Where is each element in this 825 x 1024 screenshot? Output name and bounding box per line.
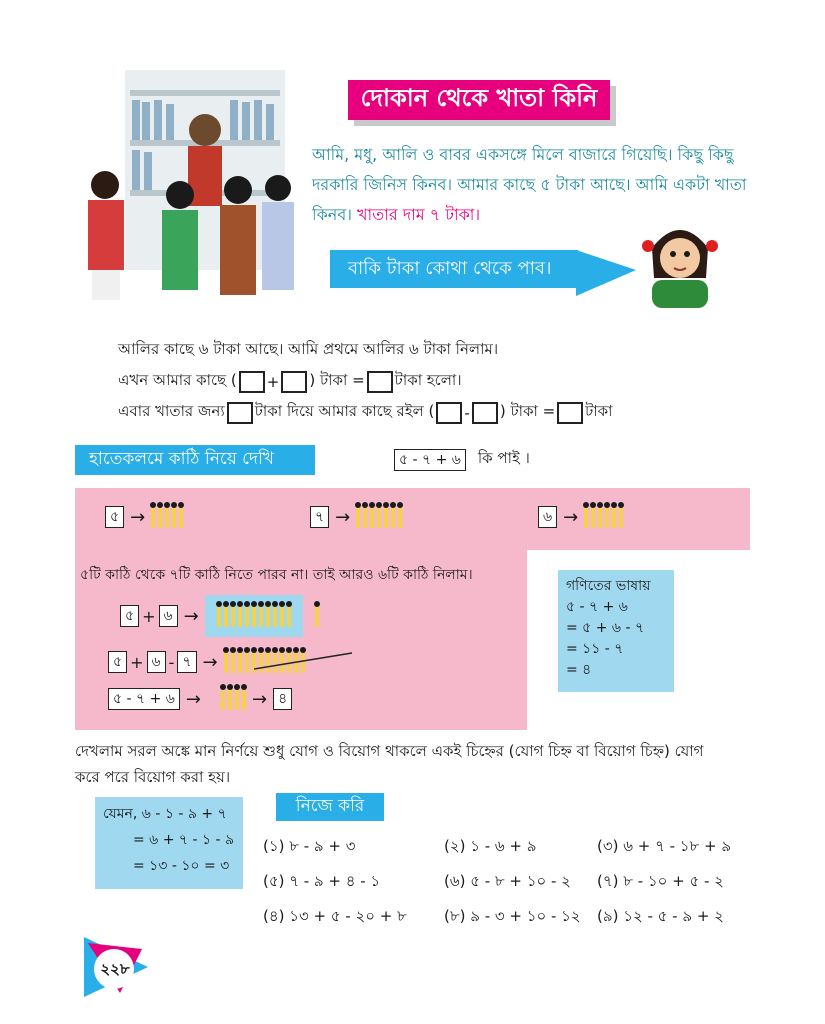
exercise-5: (৫) ৭ - ৯ + ৪ - ১ bbox=[263, 872, 381, 890]
expression-suffix: কি পাই । bbox=[477, 449, 530, 467]
cross-out-line bbox=[254, 647, 354, 677]
stick-group-1 bbox=[105, 506, 183, 528]
rule-line-1: দেখলাম সরল অঙ্কে মান নির্ণয়ে শুধু যোগ ও বিয়োগ থাকলে একই চিহ্নের (যোগ চিহ্ন বা বিয়োগ চিহ্ন) যোগ bbox=[75, 742, 704, 760]
minus-sign: - bbox=[168, 652, 175, 672]
math-language-heading: গণিতের ভাষায় bbox=[566, 578, 651, 594]
sticks bbox=[217, 605, 291, 627]
matchstick bbox=[158, 506, 162, 528]
line2-middle: ) টাকা = bbox=[309, 371, 365, 389]
matchstick bbox=[151, 506, 155, 528]
matchstick bbox=[598, 506, 602, 528]
matchstick bbox=[245, 651, 249, 673]
matchstick bbox=[259, 605, 263, 627]
answer-box[interactable] bbox=[557, 402, 583, 424]
stick-group-3 bbox=[538, 506, 623, 528]
arrow-icon: → bbox=[335, 506, 351, 528]
math-line: = ৫ + ৬ - ৭ bbox=[566, 620, 645, 636]
matchstick bbox=[280, 605, 284, 627]
matchstick bbox=[228, 688, 232, 710]
matchstick bbox=[605, 506, 609, 528]
answer-box[interactable] bbox=[281, 371, 307, 393]
statement-line-1: আলির কাছে ৬ টাকা আছে। আমি প্রথমে আলির ৬ টাকা নিলাম। bbox=[118, 340, 499, 358]
arrow-icon: → bbox=[563, 506, 579, 528]
stick-group-2 bbox=[310, 506, 402, 528]
stick-note: ৫টি কাঠি থেকে ৭টি কাঠি নিতে পারব না। তাই আরও ৬টি কাঠি নিলাম। bbox=[80, 567, 473, 583]
stick-count-label: ৬ bbox=[538, 506, 557, 528]
matchstick bbox=[252, 605, 256, 627]
arrow-icon: → bbox=[183, 605, 199, 627]
page-number: ২২৮ bbox=[100, 960, 130, 978]
matchstick bbox=[224, 651, 228, 673]
step-number: ৬ bbox=[159, 605, 178, 627]
matchstick bbox=[238, 651, 242, 673]
matchstick bbox=[179, 506, 183, 528]
example-line: = ১৩ - ১০ = ৩ bbox=[133, 858, 230, 874]
line3-suffix: টাকা bbox=[585, 402, 613, 420]
matchstick bbox=[287, 605, 291, 627]
speech-bubble-tail bbox=[576, 250, 636, 296]
matchstick bbox=[231, 651, 235, 673]
matchstick bbox=[619, 506, 623, 528]
intro-price: খাতার দাম ৭ টাকা। bbox=[357, 205, 481, 224]
line3-middle: টাকা দিয়ে আমার কাছে রইল ( bbox=[254, 402, 435, 420]
arrow-icon: → bbox=[202, 651, 218, 673]
arrow-icon: → bbox=[251, 688, 268, 710]
line3-middle-2: ) টাকা = bbox=[499, 402, 556, 420]
sticks bbox=[584, 506, 623, 528]
section-heading-hands-on: হাতেকলমে কাঠি নিয়ে দেখি bbox=[75, 445, 315, 475]
practice-heading: নিজে করি bbox=[276, 793, 384, 821]
exercise-2: (২) ১ - ৬ + ৯ bbox=[444, 837, 537, 855]
matchstick bbox=[235, 688, 239, 710]
matchstick bbox=[384, 506, 388, 528]
step-2 bbox=[108, 651, 305, 673]
answer-box[interactable] bbox=[239, 371, 265, 393]
expression-box: ৫ - ৭ + ৬ bbox=[394, 449, 466, 471]
example-box bbox=[95, 797, 243, 889]
answer-box[interactable] bbox=[436, 402, 462, 424]
stick-count-label: ৭ bbox=[310, 506, 329, 528]
matchstick bbox=[370, 506, 374, 528]
intro-line-3a: কিনব। bbox=[312, 205, 352, 224]
page-title: দোকান থেকে খাতা কিনি bbox=[348, 80, 610, 120]
matchstick bbox=[612, 506, 616, 528]
intro-line-1: আমি, মধু, আলি ও বাবর একসঙ্গে মিলে বাজারে গিয়েছি। কিছু কিছু bbox=[312, 145, 734, 164]
plus-sign: + bbox=[130, 652, 144, 672]
rule-paragraph bbox=[75, 738, 765, 790]
minus-sign: - bbox=[464, 403, 470, 422]
math-line: = ৪ bbox=[566, 662, 592, 678]
statement-line-2 bbox=[118, 369, 462, 394]
line2-prefix: এখন আমার কাছে ( bbox=[118, 371, 237, 389]
line2-suffix: টাকা হলো। bbox=[394, 371, 462, 389]
step-1 bbox=[120, 595, 319, 637]
answer-box[interactable] bbox=[227, 402, 253, 424]
intro-paragraph bbox=[312, 140, 752, 230]
intro-line-2: দরকারি জিনিস কিনব। আমার কাছে ৫ টাকা আছে। আমি একটা খাতা bbox=[312, 175, 747, 194]
matchstick bbox=[221, 688, 225, 710]
exercise-4: (৪) ১৩ + ৫ - ২০ + ৮ bbox=[263, 907, 407, 925]
answer-box[interactable] bbox=[472, 402, 498, 424]
matchstick bbox=[224, 605, 228, 627]
answer-box[interactable] bbox=[367, 371, 393, 393]
matchstick bbox=[356, 506, 360, 528]
sticks bbox=[356, 506, 402, 528]
exercise-6: (৬) ৫ - ৮ + ১০ - ২ bbox=[444, 872, 571, 890]
matchstick bbox=[398, 506, 402, 528]
matchstick bbox=[377, 506, 381, 528]
step-3 bbox=[108, 688, 292, 710]
exercise-3: (৩) ৬ + ৭ - ১৮ + ৯ bbox=[597, 837, 732, 855]
matchstick bbox=[165, 506, 169, 528]
arrow-icon: → bbox=[130, 506, 146, 528]
step-number: ৫ bbox=[108, 651, 127, 673]
matchstick bbox=[584, 506, 588, 528]
matchstick bbox=[172, 506, 176, 528]
example-line: = ৬ + ৭ - ১ - ৯ bbox=[133, 832, 235, 848]
matchstick bbox=[363, 506, 367, 528]
plus-sign: + bbox=[142, 606, 156, 626]
matchstick bbox=[245, 605, 249, 627]
sticks bbox=[151, 506, 183, 528]
math-line: ৫ - ৭ + ৬ bbox=[566, 599, 628, 615]
shop-scene-illustration bbox=[70, 70, 310, 330]
matchstick bbox=[242, 688, 246, 710]
matchstick bbox=[238, 605, 242, 627]
matchstick bbox=[217, 605, 221, 627]
arrow-icon: → bbox=[185, 688, 201, 710]
step-expression: ৫ - ৭ + ৬ bbox=[108, 688, 180, 710]
line3-prefix: এবার খাতার জন্য bbox=[118, 402, 225, 420]
step-number: ৫ bbox=[120, 605, 139, 627]
math-line: = ১১ - ৭ bbox=[566, 641, 624, 657]
exercise-7: (৭) ৮ - ১০ + ৫ - ২ bbox=[597, 872, 724, 890]
exercise-9: (৯) ১২ - ৫ - ৯ + ২ bbox=[597, 907, 724, 925]
sticks bbox=[221, 688, 246, 710]
sticks bbox=[315, 605, 319, 627]
expression-question bbox=[394, 447, 530, 472]
exercise-1: (১) ৮ - ৯ + ৩ bbox=[263, 837, 356, 855]
math-language-box bbox=[558, 570, 674, 692]
matchstick bbox=[591, 506, 595, 528]
plus-sign: + bbox=[266, 372, 280, 391]
example-line: যেমন, ৬ - ১ - ৯ + ৭ bbox=[103, 806, 227, 822]
exercise-8: (৮) ৯ - ৩ + ১০ - ১২ bbox=[444, 907, 581, 925]
speech-bubble: বাকি টাকা কোথা থেকে পাব। bbox=[330, 250, 578, 288]
rule-line-2: করে পরে বিয়োগ করা হয়। bbox=[75, 768, 231, 786]
matchstick bbox=[266, 605, 270, 627]
matchstick bbox=[391, 506, 395, 528]
step-number: ৬ bbox=[147, 651, 166, 673]
crossed-sticks bbox=[224, 651, 305, 673]
step-number: ৭ bbox=[177, 651, 196, 673]
statement-line-3 bbox=[118, 400, 613, 425]
matchstick bbox=[315, 605, 319, 627]
step-result: ৪ bbox=[273, 688, 292, 710]
stick-count-label: ৫ bbox=[105, 506, 124, 528]
matchstick bbox=[273, 605, 277, 627]
thinking-girl-illustration bbox=[640, 218, 720, 308]
matchstick bbox=[231, 605, 235, 627]
sticks-highlight bbox=[205, 595, 303, 637]
